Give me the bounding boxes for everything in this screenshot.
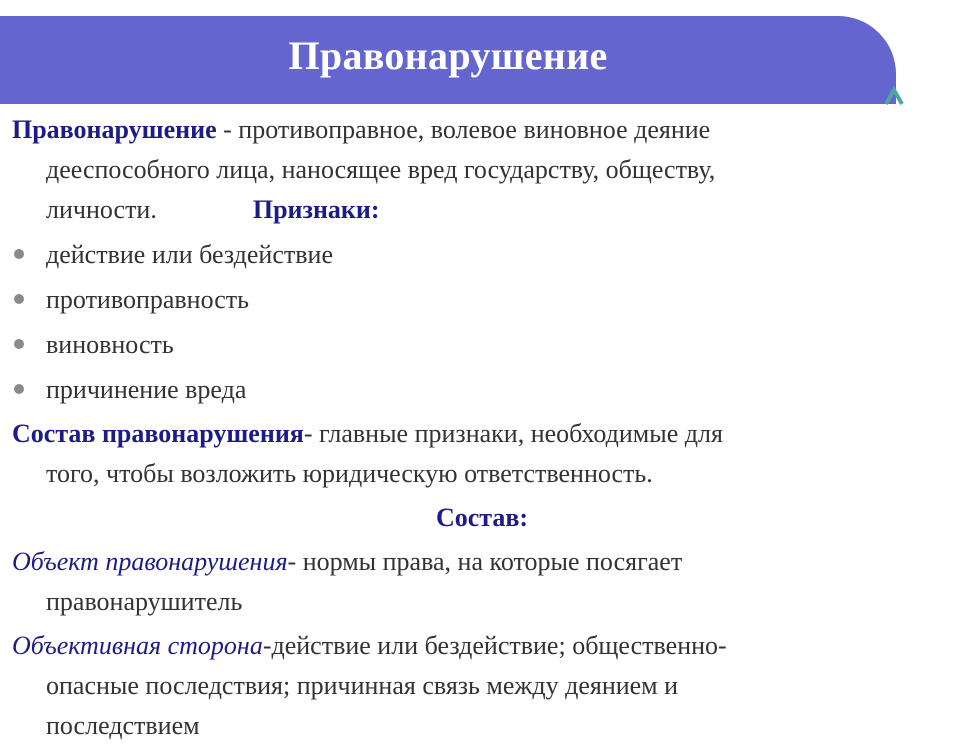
sign-label: виновность: [46, 330, 174, 359]
objective-side-term: Объективная сторона: [12, 631, 263, 660]
composition-line-1: [12, 414, 952, 454]
definition-line-3: [12, 190, 952, 230]
bullet-dot-icon: [14, 339, 24, 349]
object-line-1: [12, 542, 952, 582]
definition-text-3: личности.: [46, 195, 157, 224]
objective-side-line-2: опасные последствия; причинная связь между деянием и: [46, 671, 679, 700]
objective-side-line-3: последствием: [46, 711, 200, 740]
objective-side-line-1: [12, 626, 952, 666]
object-text-1: - нормы права, на которые посягает: [287, 547, 683, 576]
slide-content: [12, 110, 952, 746]
definition-line-1: [12, 110, 952, 150]
signs-heading: Признаки:: [252, 195, 380, 224]
bullet-dot-icon: [14, 384, 24, 394]
composition-text-1: - главные признаки, необходимые для: [303, 419, 723, 448]
composition-heading: Состав:: [435, 503, 529, 532]
signs-list: [12, 232, 952, 412]
list-item: [12, 322, 952, 367]
composition-term: Состав правонарушения: [12, 419, 304, 448]
definition-text-1: - противоправное, волевое виновное деяние: [216, 115, 711, 144]
sign-label: противоправность: [46, 285, 249, 314]
list-item: [12, 367, 952, 412]
list-item: [12, 232, 952, 277]
sign-label: действие или бездействие: [46, 240, 333, 269]
object-term: Объект правонарушения: [12, 547, 288, 576]
composition-line-2: того, чтобы возложить юридическую ответственность.: [46, 459, 653, 488]
definition-term: Правонарушение: [12, 115, 217, 144]
slide-title: Правонарушение: [288, 33, 608, 78]
object-line-2: правонарушитель: [46, 587, 243, 616]
bullet-dot-icon: [14, 249, 24, 259]
objective-side-text-1: -действие или бездействие; общественно-: [262, 631, 727, 660]
list-item: [12, 277, 952, 322]
definition-line-2: дееспособного лица, наносящее вред государству, обществу,: [46, 155, 716, 184]
sign-label: причинение вреда: [46, 375, 247, 404]
bullet-dot-icon: [14, 294, 24, 304]
